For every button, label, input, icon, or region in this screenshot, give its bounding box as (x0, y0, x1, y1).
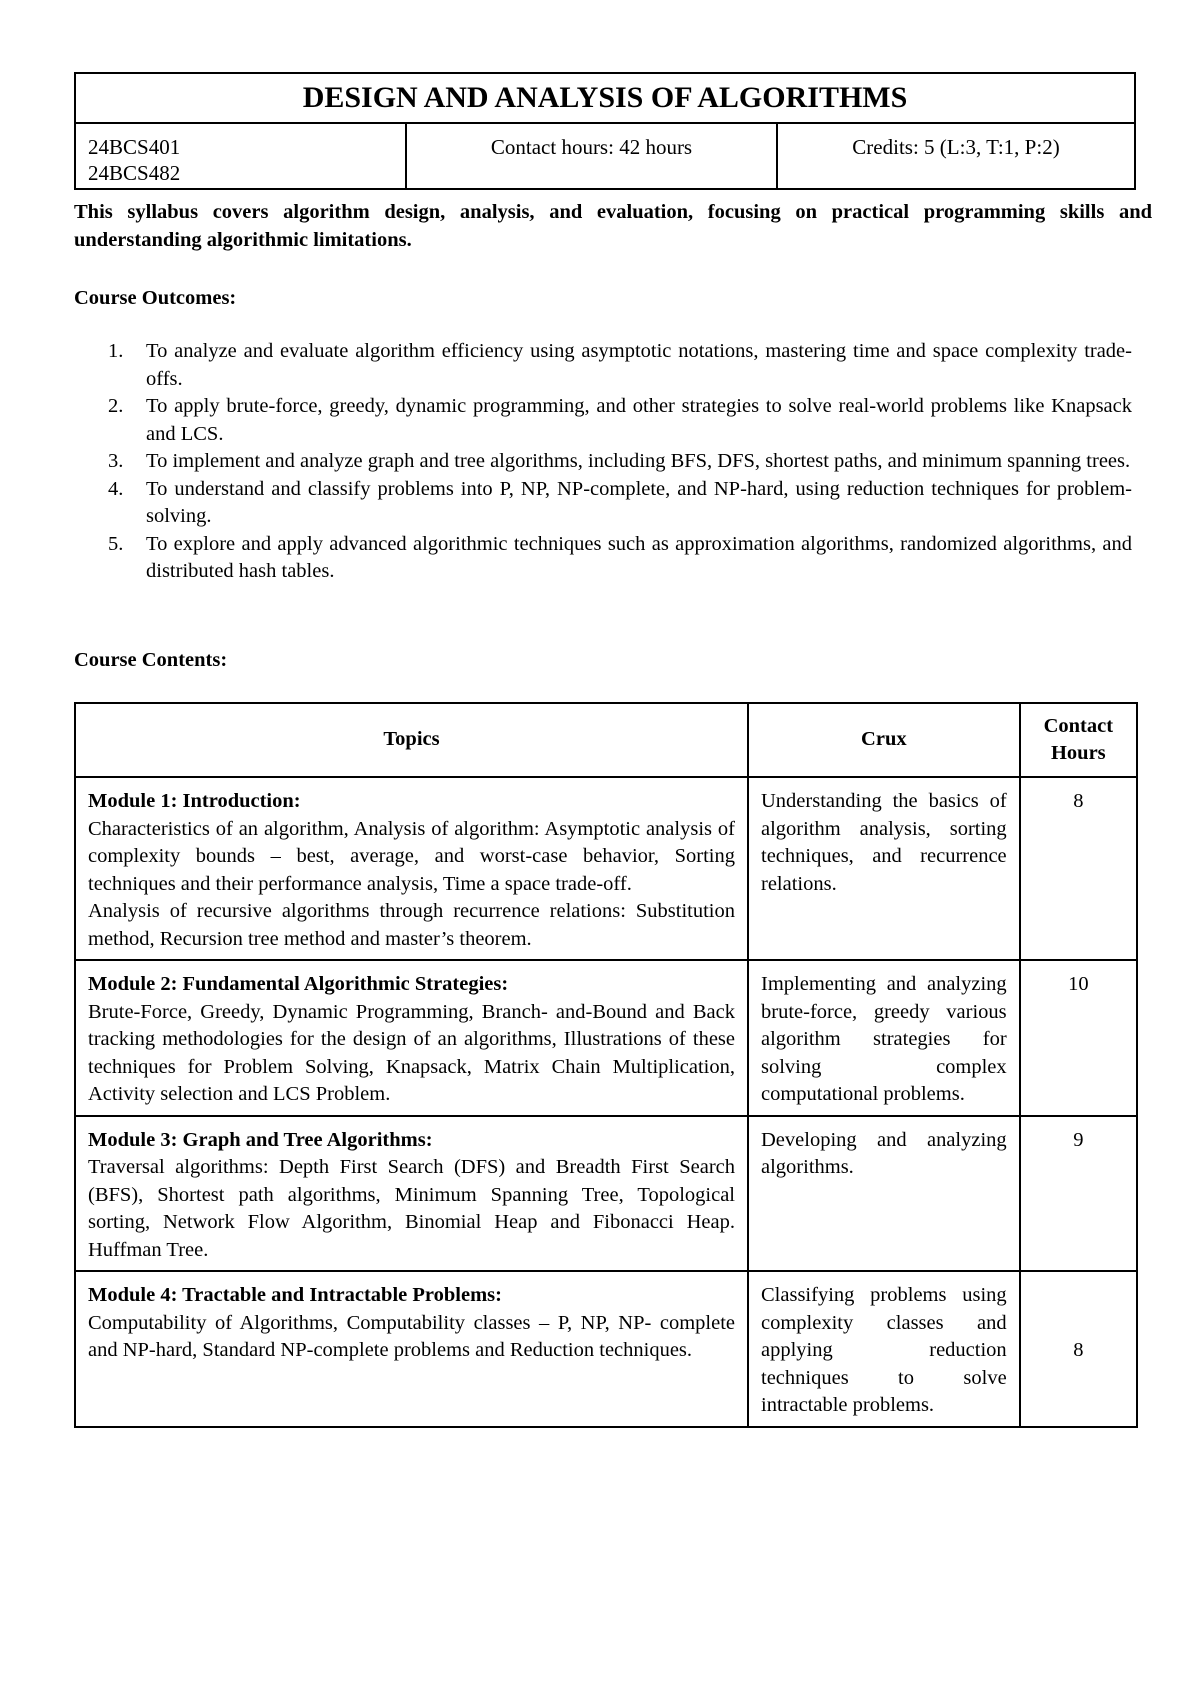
module-hours: 10 (1020, 960, 1137, 1116)
syllabus-intro: This syllabus covers algorithm design, analysis, and evaluation, focusing on practical programming skills and understanding algorithmic limitations. (74, 201, 1152, 251)
module-topics-cell (75, 777, 748, 960)
course-title: DESIGN AND ANALYSIS OF ALGORITHMS (76, 74, 1134, 124)
module-title: Module 2: Fundamental Algorithmic Strategies: (88, 973, 509, 995)
module-body: Characteristics of an algorithm, Analysis of algorithm: Asymptotic analysis of complexity bounds – best, average, and worst-case behavior, Sorting techniques and their performance analysis, Time a space trade-off. (88, 817, 735, 895)
item-number: 5. (108, 532, 124, 555)
module-hours: 8 (1020, 1271, 1137, 1427)
item-text: To implement and analyze graph and tree algorithms, including BFS, DFS, shortest paths, and minimum spanning trees. (146, 450, 1131, 472)
module-body: Computability of Algorithms, Computability classes – P, NP, NP- complete and NP-hard, Standard NP-complete problems and Reduction techniques. (88, 1311, 735, 1361)
table-row (75, 1271, 1137, 1427)
list-item (108, 338, 1132, 393)
item-number: 4. (108, 477, 124, 500)
contact-hours: Contact hours: 42 hours (407, 124, 778, 188)
course-codes-cell (76, 124, 407, 188)
module-crux: Understanding the basics of algorithm analysis, sorting techniques, and recurrence relations. (748, 777, 1020, 960)
course-code: 24BCS482 (88, 161, 181, 185)
module-crux: Classifying problems using complexity classes and applying reduction techniques to solve intractable problems. (748, 1271, 1020, 1427)
list-item (108, 393, 1132, 448)
table-row (75, 777, 1137, 960)
module-body: Brute-Force, Greedy, Dynamic Programming, Branch- and-Bound and Back tracking methodologies for the design of an algorithms, Illustrations of these techniques for Problem Solving, Knapsack, Matrix Chain Multiplication, Activity selection and LCS Problem. (88, 1000, 735, 1105)
module-hours: 8 (1020, 777, 1137, 960)
item-text: To explore and apply advanced algorithmic techniques such as approximation algorithms, randomized algorithms, and distributed hash tables. (146, 532, 1132, 582)
table-row (75, 1116, 1137, 1272)
course-header-table (74, 72, 1136, 190)
module-body: Traversal algorithms: Depth First Search (DFS) and Breadth First Search (BFS), Shortest path algorithms, Minimum Spanning Tree, Topological sorting, Network Flow Algorithm, Binomial Heap and Fibonacci Heap. Huffman Tree. (88, 1156, 735, 1261)
list-item (108, 476, 1132, 531)
module-title: Module 3: Graph and Tree Algorithms: (88, 1128, 433, 1151)
module-topics-cell (75, 960, 748, 1116)
course-outcomes-heading: Course Outcomes: (74, 287, 237, 309)
course-info-row (76, 124, 1134, 188)
item-text: To apply brute-force, greedy, dynamic programming, and other strategies to solve real-world problems like Knapsack and LCS. (146, 395, 1132, 445)
table-row (75, 960, 1137, 1116)
credits: Credits: 5 (L:3, T:1, P:2) (852, 135, 1060, 159)
column-header-crux: Crux (748, 703, 1020, 777)
course-code: 24BCS401 (88, 135, 181, 159)
list-item (108, 448, 1132, 476)
item-number: 2. (108, 395, 124, 417)
item-number: 1. (108, 340, 124, 362)
module-crux: Developing and analyzing algorithms. (748, 1116, 1020, 1272)
module-topics-cell (75, 1116, 748, 1272)
module-crux: Implementing and analyzing brute-force, greedy various algorithm strategies for solving complex computational problems. (748, 960, 1020, 1116)
column-header-topics: Topics (75, 703, 748, 777)
module-hours: 9 (1020, 1116, 1137, 1272)
column-header-contact-hours: Contact Hours (1020, 703, 1137, 777)
module-body: Analysis of recursive algorithms through recurrence relations: Substitution method, Recursion tree method and master’s theorem. (88, 900, 735, 950)
module-title: Module 1: Introduction: (88, 790, 301, 812)
list-item (108, 531, 1132, 586)
course-contents-table (74, 702, 1138, 1428)
module-topics-cell (75, 1271, 748, 1427)
item-text: To understand and classify problems into P, NP, NP-complete, and NP-hard, using reduction techniques for problem-solving. (146, 477, 1132, 527)
item-number: 3. (108, 450, 124, 472)
course-outcomes-list (108, 338, 1132, 586)
course-contents-heading: Course Contents: (74, 649, 228, 671)
module-title: Module 4: Tractable and Intractable Problems: (88, 1284, 502, 1306)
item-text: To analyze and evaluate algorithm efficiency using asymptotic notations, mastering time and space complexity trade-offs. (146, 340, 1132, 390)
table-header-row (75, 703, 1137, 777)
